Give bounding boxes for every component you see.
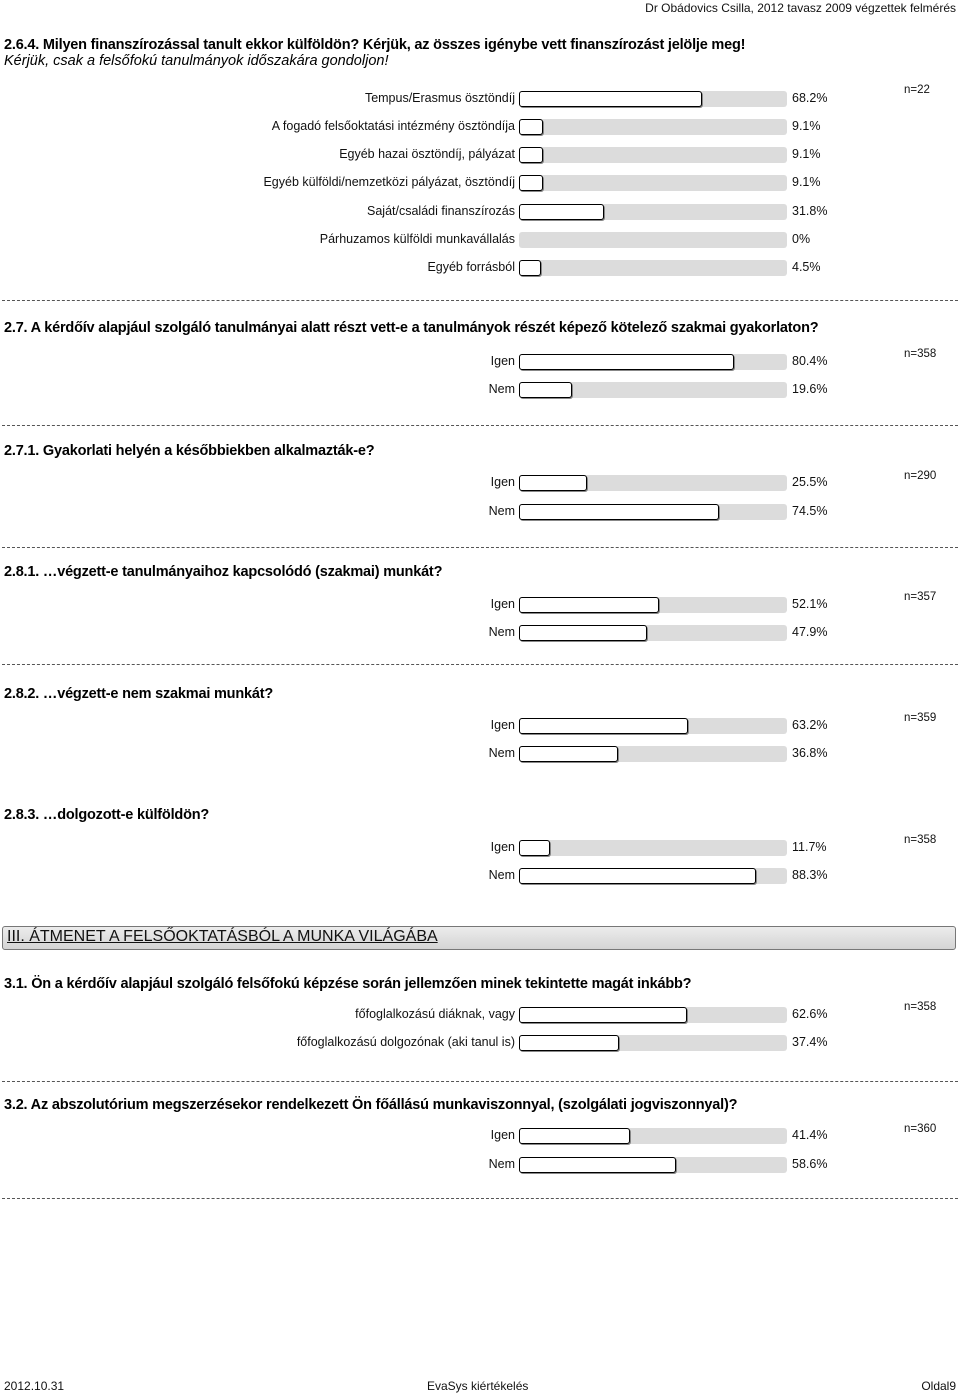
- answer-percent: 25.5%: [792, 475, 828, 489]
- bar-fill: [519, 175, 543, 191]
- answer-percent: 19.6%: [792, 382, 828, 396]
- answer-percent: 52.1%: [792, 597, 828, 611]
- answer-label: Saját/családi finanszírozás: [367, 204, 515, 218]
- answer-row: [0, 1033, 960, 1053]
- sample-size-label: n=290: [904, 470, 937, 482]
- bar-fill: [519, 204, 604, 220]
- bar-track: [519, 625, 787, 641]
- answer-label: Tempus/Erasmus ösztöndíj: [364, 91, 515, 105]
- question-title: 2.7.1. Gyakorlati helyén a későbbiekben alkalmazták-e?: [4, 443, 375, 459]
- answer-row: [0, 173, 960, 193]
- sample-size-label: n=357: [904, 591, 937, 603]
- answer-row: [0, 838, 960, 858]
- bar-fill: [519, 119, 543, 135]
- bar-fill: [519, 746, 618, 762]
- footer-date: 2012.10.31: [4, 1379, 65, 1393]
- sample-size-label: n=358: [904, 834, 937, 846]
- footer-page: Oldal9: [921, 1379, 956, 1393]
- bar-fill: [519, 840, 550, 856]
- answer-row: [0, 473, 960, 493]
- footer-center: EvaSys kiértékelés: [427, 1379, 529, 1393]
- answer-label: Igen: [490, 1128, 515, 1142]
- bar-track: [519, 260, 787, 276]
- bar-track: [519, 746, 787, 762]
- bar-fill: [519, 475, 587, 491]
- answer-label: Egyéb külföldi/nemzetközi pályázat, ösztöndíj: [263, 175, 515, 189]
- section-separator: [2, 300, 958, 301]
- bar-fill: [519, 1128, 630, 1144]
- answer-label: Igen: [490, 597, 515, 611]
- answer-percent: 63.2%: [792, 718, 828, 732]
- sample-size-label: n=359: [904, 712, 937, 724]
- bar-track: [519, 147, 787, 163]
- bar-track: [519, 1128, 787, 1144]
- answer-row: [0, 1155, 960, 1175]
- answer-row: [0, 716, 960, 736]
- answer-label: főfoglalkozású diáknak, vagy: [355, 1007, 515, 1021]
- sample-size-label: n=22: [904, 84, 930, 96]
- answer-percent: 88.3%: [792, 868, 828, 882]
- answer-row: [0, 1005, 960, 1025]
- sample-size-label: n=358: [904, 1001, 937, 1013]
- answer-label: főfoglalkozású dolgozónak (aki tanul is): [296, 1035, 515, 1049]
- answer-row: [0, 1126, 960, 1146]
- bar-track: [519, 204, 787, 220]
- bar-track: [519, 868, 787, 884]
- bar-fill: [519, 1035, 619, 1051]
- section-title: III. ÁTMENET A FELSŐOKTATÁSBÓL A MUNKA VILÁGÁBA: [7, 928, 438, 945]
- bar-track: [519, 718, 787, 734]
- bar-track: [519, 119, 787, 135]
- answer-percent: 9.1%: [792, 147, 821, 161]
- answer-row: [0, 258, 960, 278]
- bar-fill: [519, 91, 702, 107]
- bar-track: [519, 504, 787, 520]
- section-separator: [2, 664, 958, 665]
- bar-fill: [519, 868, 756, 884]
- answer-percent: 74.5%: [792, 504, 828, 518]
- section-separator: [2, 425, 958, 426]
- bar-track: [519, 475, 787, 491]
- answer-percent: 41.4%: [792, 1128, 828, 1142]
- bar-track: [519, 1007, 787, 1023]
- bar-track: [519, 175, 787, 191]
- answer-label: Igen: [490, 354, 515, 368]
- answer-percent: 58.6%: [792, 1157, 828, 1171]
- bar-fill: [519, 597, 659, 613]
- bar-fill: [519, 1007, 687, 1023]
- section-separator: [2, 547, 958, 548]
- answer-label: Egyéb hazai ösztöndíj, pályázat: [339, 147, 515, 161]
- answer-label: Igen: [490, 840, 515, 854]
- answer-percent: 47.9%: [792, 625, 828, 639]
- page-header-author: Dr Obádovics Csilla, 2012 tavasz 2009 végzettek felmérés: [645, 1, 956, 15]
- answer-row: [0, 380, 960, 400]
- answer-row: [0, 595, 960, 615]
- answer-label: Párhuzamos külföldi munkavállalás: [319, 232, 515, 246]
- sample-size-label: n=360: [904, 1123, 937, 1135]
- answer-label: Igen: [490, 475, 515, 489]
- bar-track: [519, 840, 787, 856]
- answer-percent: 9.1%: [792, 175, 821, 189]
- answer-percent: 62.6%: [792, 1007, 828, 1021]
- answer-row: [0, 502, 960, 522]
- question-title: 2.8.3. …dolgozott-e külföldön?: [4, 807, 210, 823]
- answer-row: [0, 623, 960, 643]
- bar-fill: [519, 625, 647, 641]
- bar-track: [519, 1035, 787, 1051]
- bar-fill: [519, 718, 688, 734]
- answer-label: Nem: [488, 504, 515, 518]
- bar-fill: [519, 382, 572, 398]
- bar-track: [519, 597, 787, 613]
- answer-row: [0, 744, 960, 764]
- answer-row: [0, 202, 960, 222]
- section-separator: [2, 1198, 958, 1199]
- answer-percent: 4.5%: [792, 260, 821, 274]
- answer-row: [0, 89, 960, 109]
- answer-percent: 31.8%: [792, 204, 828, 218]
- bar-track: [519, 232, 787, 248]
- answer-label: Egyéb forrásból: [427, 260, 515, 274]
- answer-row: [0, 117, 960, 137]
- answer-label: A fogadó felsőoktatási intézmény ösztöndíja: [271, 119, 515, 133]
- sample-size-label: n=358: [904, 348, 937, 360]
- bar-fill: [519, 504, 719, 520]
- answer-percent: 9.1%: [792, 119, 821, 133]
- section-separator: [2, 1081, 958, 1082]
- bar-fill: [519, 354, 734, 370]
- question-subtitle: Kérjük, csak a felsőfokú tanulmányok időszakára gondoljon!: [4, 53, 389, 69]
- answer-label: Nem: [488, 746, 515, 760]
- bar-fill: [519, 147, 543, 163]
- bar-track: [519, 382, 787, 398]
- answer-row: [0, 145, 960, 165]
- answer-label: Nem: [488, 1157, 515, 1171]
- bar-track: [519, 354, 787, 370]
- question-title: 2.6.4. Milyen finanszírozással tanult ekkor külföldön? Kérjük, az összes igénybe vett finanszírozást jelölje meg!: [4, 37, 746, 53]
- section-header: [2, 926, 956, 950]
- answer-row: [0, 866, 960, 886]
- answer-label: Nem: [488, 625, 515, 639]
- answer-percent: 36.8%: [792, 746, 828, 760]
- question-title: 2.8.2. …végzett-e nem szakmai munkát?: [4, 686, 274, 702]
- answer-percent: 80.4%: [792, 354, 828, 368]
- bar-track: [519, 1157, 787, 1173]
- question-title: 3.2. Az abszolutórium megszerzésekor rendelkezett Ön főállású munkaviszonnyal, (szolgálati jogviszonnyal)?: [4, 1097, 738, 1113]
- answer-label: Nem: [488, 382, 515, 396]
- question-title: 3.1. Ön a kérdőív alapjául szolgáló felsőfokú képzése során jellemzően minek tekintette magát inkább?: [4, 976, 692, 992]
- answer-label: Igen: [490, 718, 515, 732]
- answer-percent: 37.4%: [792, 1035, 828, 1049]
- bar-fill: [519, 1157, 676, 1173]
- question-title: 2.8.1. …végzett-e tanulmányaihoz kapcsolódó (szakmai) munkát?: [4, 564, 443, 580]
- bar-fill: [519, 260, 541, 276]
- answer-row: [0, 352, 960, 372]
- question-title: 2.7. A kérdőív alapjául szolgáló tanulmányai alatt részt vett-e a tanulmányok részét képező kötelező szakmai gyakorlaton?: [4, 320, 819, 336]
- answer-percent: 0%: [792, 232, 811, 246]
- answer-row: [0, 230, 960, 250]
- bar-track: [519, 91, 787, 107]
- answer-percent: 68.2%: [792, 91, 828, 105]
- answer-percent: 11.7%: [792, 840, 827, 854]
- answer-label: Nem: [488, 868, 515, 882]
